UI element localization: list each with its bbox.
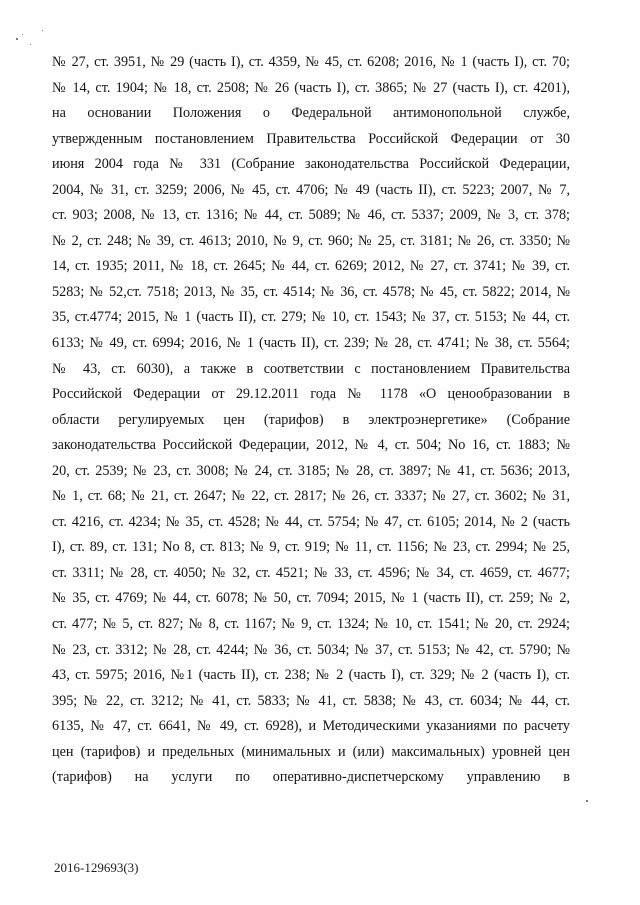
body-text — [52, 50, 570, 791]
text-line: ст. 3311; № 28, ст. 4050; № 32, ст. 4521; № 33, ст. 4596; № 34, ст. 4659, ст. 4677; — [52, 564, 570, 581]
text-line: законодательства Российской Федерации, 2012, № 4, ст. 504; No 16, ст. 1883; № — [52, 437, 570, 454]
scan-speck — [586, 800, 588, 802]
text-line: июня 2004 года № 331 (Собрание законодательства Российской Федерации, — [52, 156, 570, 173]
text-line: ст. 4216, ст. 4234; № 35, ст. 4528; № 44, ст. 5754; № 47, ст. 6105; 2014, № 2 (часть — [52, 513, 570, 530]
text-line: 6133; № 49, ст. 6994; 2016, № 1 (часть II), ст. 239; № 28, ст. 4741; № 38, ст. 5564; — [52, 335, 570, 352]
text-line: 395; № 22, ст. 3212; № 41, ст. 5833; № 41, ст. 5838; № 43, ст. 6034; № 44, ст. — [52, 692, 570, 709]
text-line: (тарифов) на услуги по оперативно-диспетчерскому управлению в — [52, 769, 570, 786]
text-line: № 2, ст. 248; № 39, ст. 4613; 2010, № 9, ст. 960; № 25, ст. 3181; № 26, ст. 3350; № — [52, 232, 570, 249]
text-line: № 35, ст. 4769; № 44, ст. 6078; № 50, ст. 7094; 2015, № 1 (часть II), ст. 259; № 2, — [52, 590, 570, 607]
scan-speck — [22, 34, 23, 35]
text-line: № 43, ст. 6030), а также в соответствии с постановлением Правительства — [52, 360, 570, 377]
text-line: ст. 477; № 5, ст. 827; № 8, ст. 1167; № 9, ст. 1324; № 10, ст. 1541; № 20, ст. 2924; — [52, 616, 570, 633]
text-line: № 23, ст. 3312; № 28, ст. 4244; № 36, ст. 5034; № 37, ст. 5153; № 42, ст. 5790; № — [52, 641, 570, 658]
text-line: 20, ст. 2539; № 23, ст. 3008; № 24, ст. 3185; № 28, ст. 3897; № 41, ст. 5636; 2013, — [52, 462, 570, 479]
text-line: ст. 903; 2008, № 13, ст. 1316; № 44, ст. 5089; № 46, ст. 5337; 2009, № 3, ст. 378; — [52, 207, 570, 224]
text-line: 6135, № 47, ст. 6641, № 49, ст. 6928), и Методическими указаниями по расчету — [52, 718, 570, 735]
text-line: I), ст. 89, ст. 131; No 8, ст. 813; № 9, ст. 919; № 11, ст. 1156; № 23, ст. 2994; № 25, — [52, 539, 570, 556]
document-footer-code: 2016-129693(3) — [54, 860, 139, 875]
text-line: 14, ст. 1935; 2011, № 18, ст. 2645; № 44, ст. 6269; 2012, № 27, ст. 3741; № 39, ст. — [52, 258, 570, 275]
text-line: утвержденным постановлением Правительства Российской Федерации от 30 — [52, 130, 570, 147]
text-line: 5283; № 52,ст. 7518; 2013, № 35, ст. 4514; № 36, ст. 4578; № 45, ст. 5822; 2014, № — [52, 283, 570, 300]
text-line: № 27, ст. 3951, № 29 (часть I), ст. 4359, № 45, ст. 6208; 2016, № 1 (часть I), ст. 70; — [52, 54, 570, 70]
scan-speck — [42, 30, 43, 31]
text-line: № 1, ст. 68; № 21, ст. 2647; № 22, ст. 2817; № 26, ст. 3337; № 27, ст. 3602; № 31, — [52, 488, 570, 505]
text-line: на основании Положения о Федеральной антимонопольной службе, — [52, 105, 570, 122]
scan-speck — [30, 44, 31, 45]
text-line: 35, ст.4774; 2015, № 1 (часть II), ст. 279; № 10, ст. 1543; № 37, ст. 5153; № 44, ст. — [52, 309, 570, 326]
text-line: цен (тарифов) и предельных (минимальных и (или) максимальных) уровней цен — [52, 743, 570, 760]
text-line: области регулируемых цен (тарифов) в электроэнергетике» (Собрание — [52, 411, 570, 428]
text-line: Российской Федерации от 29.12.2011 года № 1178 «О ценообразовании в — [52, 386, 570, 403]
text-line: № 14, ст. 1904; № 18, ст. 2508; № 26 (часть I), ст. 3865; № 27 (часть I), ст. 4201), — [52, 79, 570, 96]
text-line: 2004, № 31, ст. 3259; 2006, № 45, ст. 4706; № 49 (часть II), ст. 5223; 2007, № 7, — [52, 181, 570, 198]
scan-speck — [16, 38, 18, 40]
text-line: 43, ст. 5975; 2016, №1 (часть II), ст. 238; № 2 (часть I), ст. 329; № 2 (часть I), ст. — [52, 667, 570, 684]
